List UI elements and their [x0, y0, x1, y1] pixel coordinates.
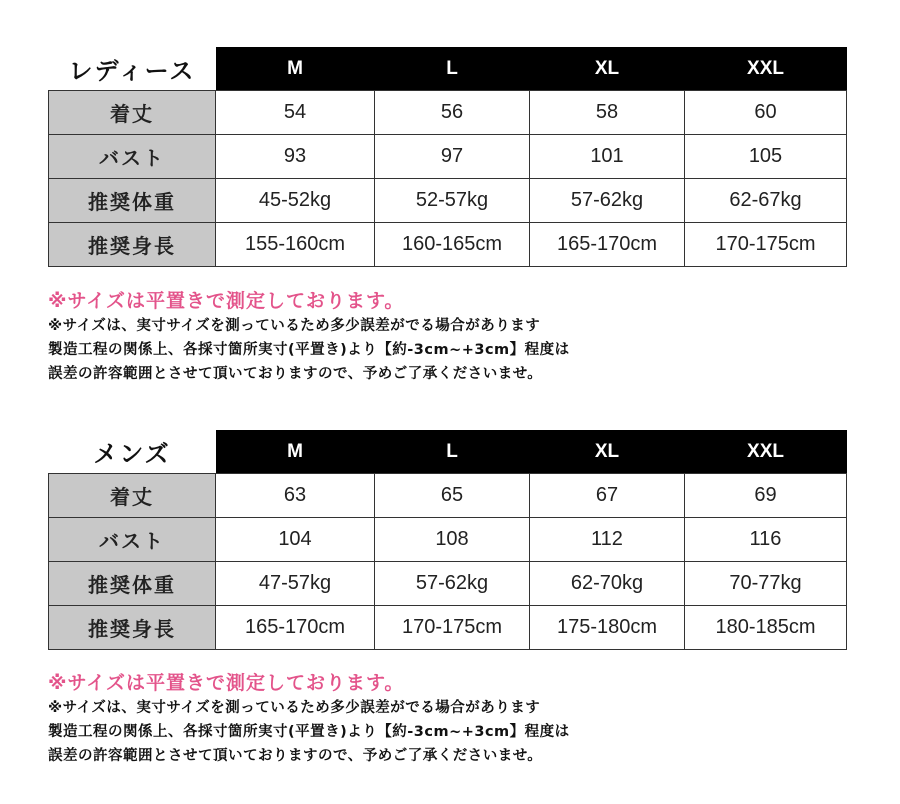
table-cell: 101: [530, 135, 685, 179]
size-header-l: L: [375, 430, 530, 474]
table-cell: 63: [216, 474, 375, 518]
table-cell: 67: [530, 474, 685, 518]
row-label: バスト: [49, 135, 216, 179]
table-cell: 45-52kg: [216, 179, 375, 223]
ladies-note-body: [48, 314, 570, 386]
table-cell: 108: [375, 518, 530, 562]
table-cell: 175-180cm: [530, 606, 685, 650]
table-row: [49, 562, 847, 606]
table-cell: 62-67kg: [685, 179, 847, 223]
table-cell: 180-185cm: [685, 606, 847, 650]
mens-note-title: ※サイズは平置きで測定しております。: [48, 672, 405, 694]
table-cell: 104: [216, 518, 375, 562]
table-cell: 58: [530, 91, 685, 135]
row-label: バスト: [49, 518, 216, 562]
table-row: [49, 135, 847, 179]
table-cell: 47-57kg: [216, 562, 375, 606]
table-cell: 160-165cm: [375, 223, 530, 267]
mens-size-section: [48, 430, 846, 650]
table-cell: 57-62kg: [530, 179, 685, 223]
table-cell: 93: [216, 135, 375, 179]
ladies-header-row: [49, 47, 847, 91]
table-cell: 56: [375, 91, 530, 135]
table-cell: 60: [685, 91, 847, 135]
size-header-xxl: XXL: [685, 430, 847, 474]
note-line: 誤差の許容範囲とさせて頂いておりますので、予めご了承くださいませ。: [48, 748, 543, 764]
table-cell: 54: [216, 91, 375, 135]
table-cell: 165-170cm: [216, 606, 375, 650]
size-header-xxl: XXL: [685, 47, 847, 91]
table-cell: 70-77kg: [685, 562, 847, 606]
note-line: 製造工程の関係上、各採寸箇所実寸(平置き)より【約-3cm~+3cm】程度は: [48, 724, 570, 740]
table-cell: 155-160cm: [216, 223, 375, 267]
table-cell: 170-175cm: [375, 606, 530, 650]
row-label: 推奨体重: [49, 562, 216, 606]
ladies-size-table: [48, 47, 847, 267]
size-header-m: M: [216, 47, 375, 91]
row-label: 推奨身長: [49, 223, 216, 267]
size-header-xl: XL: [530, 430, 685, 474]
size-header-xl: XL: [530, 47, 685, 91]
table-row: [49, 223, 847, 267]
table-cell: 170-175cm: [685, 223, 847, 267]
table-cell: 165-170cm: [530, 223, 685, 267]
ladies-size-section: [48, 47, 846, 267]
ladies-category-label: レディース: [49, 47, 216, 91]
table-row: [49, 179, 847, 223]
row-label: 着丈: [49, 474, 216, 518]
table-cell: 57-62kg: [375, 562, 530, 606]
table-row: [49, 606, 847, 650]
table-cell: 69: [685, 474, 847, 518]
size-header-m: M: [216, 430, 375, 474]
table-cell: 65: [375, 474, 530, 518]
table-row: [49, 91, 847, 135]
mens-size-table: [48, 430, 847, 650]
note-line: 誤差の許容範囲とさせて頂いておりますので、予めご了承くださいませ。: [48, 366, 543, 382]
note-line: ※サイズは、実寸サイズを測っているため多少誤差がでる場合があります: [48, 318, 541, 334]
table-cell: 52-57kg: [375, 179, 530, 223]
row-label: 推奨体重: [49, 179, 216, 223]
table-row: [49, 474, 847, 518]
table-cell: 62-70kg: [530, 562, 685, 606]
mens-category-label: メンズ: [49, 430, 216, 474]
note-line: 製造工程の関係上、各採寸箇所実寸(平置き)より【約-3cm~+3cm】程度は: [48, 342, 570, 358]
table-cell: 97: [375, 135, 530, 179]
note-line: ※サイズは、実寸サイズを測っているため多少誤差がでる場合があります: [48, 700, 541, 716]
row-label: 推奨身長: [49, 606, 216, 650]
table-row: [49, 518, 847, 562]
mens-header-row: [49, 430, 847, 474]
table-cell: 116: [685, 518, 847, 562]
table-cell: 105: [685, 135, 847, 179]
ladies-note-title: ※サイズは平置きで測定しております。: [48, 290, 405, 312]
size-header-l: L: [375, 47, 530, 91]
row-label: 着丈: [49, 91, 216, 135]
mens-note-body: [48, 696, 570, 768]
table-cell: 112: [530, 518, 685, 562]
